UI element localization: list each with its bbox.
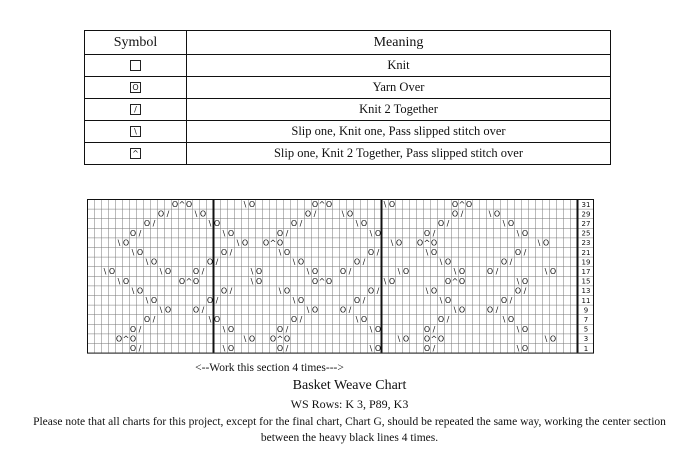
stitch-symbol: / [299, 219, 303, 229]
stitch-symbol: O [542, 238, 550, 248]
stitch-symbol: \ [103, 267, 107, 277]
stitch-symbol: O [227, 344, 235, 353]
stitch-symbol: O [486, 267, 494, 277]
stitch-symbol: \ [243, 334, 247, 344]
stitch-symbol: O [395, 238, 403, 248]
stitch-symbol: O [108, 267, 116, 277]
row-number-label: 17 [581, 268, 591, 276]
stitch-symbol: \ [453, 267, 457, 277]
row-number-label: 5 [583, 325, 589, 334]
stitch-symbol: ^ [276, 334, 284, 344]
stitch-symbol: \ [222, 324, 226, 334]
stitch-symbol: / [138, 324, 142, 334]
stitch-symbol: O [500, 296, 508, 305]
stitch-symbol: O [521, 228, 529, 238]
legend-meaning-header: Meaning [187, 31, 611, 55]
stitch-symbol: O [458, 305, 466, 315]
stitch-symbol: O [227, 324, 235, 334]
stitch-symbol: / [229, 248, 233, 257]
stitch-symbol: O [227, 228, 235, 238]
row-number-label: 21 [581, 248, 591, 257]
stitch-symbol: O [458, 276, 466, 286]
stitch-symbol: \ [341, 209, 345, 219]
stitch-symbol: O [423, 228, 431, 238]
stitch-symbol: O [248, 334, 256, 344]
row-number-label: 29 [581, 210, 591, 219]
stitch-symbol: O [192, 276, 200, 286]
stitch-symbol: O [283, 248, 291, 257]
stitch-symbol: O [451, 209, 459, 219]
stitch-symbol: ^ [318, 276, 326, 286]
stitch-symbol: O [178, 276, 186, 286]
row-number-label: 9 [583, 306, 589, 315]
stitch-symbol: O [164, 267, 172, 277]
legend-row-knit [85, 55, 611, 77]
stitch-symbol: / [362, 257, 366, 267]
stitch-symbol: \ [397, 334, 401, 344]
ws-rows-instruction: WS Rows: K 3, P89, K3 [290, 397, 409, 411]
stitch-symbol: O [311, 276, 319, 286]
row-number-label: 31 [581, 200, 591, 209]
stitch-symbol: O [437, 334, 445, 344]
stitch-symbol: \ [243, 200, 247, 209]
stitch-symbol: O [297, 257, 305, 267]
stitch-symbol: \ [159, 267, 163, 277]
stitch-symbol: \ [306, 305, 310, 315]
stitch-symbol: O [220, 248, 228, 257]
stitch-symbol: / [285, 324, 289, 334]
skp-icon: \ [130, 126, 141, 137]
stitch-symbol: \ [250, 267, 254, 277]
stitch-symbol: / [523, 286, 527, 296]
stitch-symbol: O [402, 267, 410, 277]
sk2p-icon: ^ [130, 148, 141, 159]
stitch-symbol: \ [159, 305, 163, 315]
legend-row-sk2p [85, 143, 611, 165]
stitch-symbol: \ [425, 286, 429, 296]
stitch-symbol: \ [131, 286, 135, 296]
stitch-symbol: O [192, 267, 200, 277]
stitch-symbol: \ [306, 267, 310, 277]
stitch-symbol: \ [278, 248, 282, 257]
stitch-symbol: / [432, 324, 436, 334]
stitch-symbol: O [339, 267, 347, 277]
stitch-symbol: O [276, 344, 284, 353]
stitch-symbol: / [495, 267, 499, 277]
stitch-symbol: \ [194, 209, 198, 219]
stitch-symbol: O [353, 296, 361, 305]
stitch-symbol: \ [250, 276, 254, 286]
stitch-symbol: O [374, 324, 382, 334]
stitch-symbol: O [122, 276, 130, 286]
stitch-symbol: O [136, 286, 144, 296]
stitch-symbol: \ [502, 219, 506, 229]
stitch-symbol: O [367, 286, 375, 296]
stitch-symbol: \ [369, 324, 373, 334]
stitch-symbol: / [376, 248, 380, 257]
stitch-symbol: O [416, 238, 424, 248]
stitch-symbol: O [220, 286, 228, 296]
stitch-symbol: / [152, 219, 156, 229]
legend-meaning: Knit [187, 55, 611, 77]
work-section-note: <--Work this section 4 times---> [195, 362, 344, 374]
stitch-symbol: O [115, 334, 123, 344]
stitch-symbol: / [138, 228, 142, 238]
stitch-symbol: O [437, 219, 445, 229]
stitch-symbol: O [241, 238, 249, 248]
k2tog-icon: / [130, 104, 141, 115]
stitch-symbol: O [423, 324, 431, 334]
stitch-symbol: O [297, 296, 305, 305]
stitch-symbol: / [460, 209, 464, 219]
stitch-symbol: \ [383, 276, 387, 286]
stitch-symbol: \ [397, 267, 401, 277]
stitch-symbol: / [432, 344, 436, 353]
stitch-symbol: O [423, 344, 431, 353]
stitch-symbol: O [206, 296, 214, 305]
stitch-symbol: O [283, 334, 291, 344]
stitch-symbol: \ [208, 315, 212, 325]
symbol-legend-table [84, 30, 611, 165]
stitch-symbol: O [206, 257, 214, 267]
stitch-symbol: / [348, 267, 352, 277]
stitch-symbol: O [444, 257, 452, 267]
stitch-symbol: O [185, 200, 193, 209]
stitch-symbol: O [290, 219, 298, 229]
stitch-symbol: \ [488, 209, 492, 219]
stitch-symbol: O [269, 334, 277, 344]
stitch-symbol: ^ [430, 334, 438, 344]
row-number-label: 3 [583, 335, 589, 344]
stitch-symbol: O [521, 324, 529, 334]
stitch-symbol: \ [355, 315, 359, 325]
stitch-symbol: \ [131, 248, 135, 257]
stitch-symbol: / [166, 209, 170, 219]
stitch-symbol: O [129, 324, 137, 334]
stitch-symbol: O [136, 248, 144, 257]
stitch-symbol: O [171, 200, 179, 209]
stitch-symbol: \ [369, 228, 373, 238]
stitch-symbol: O [346, 209, 354, 219]
stitch-symbol: O [423, 334, 431, 344]
stitch-symbol: \ [383, 200, 387, 209]
stitch-symbol: O [507, 315, 515, 325]
stitch-symbol: O [283, 286, 291, 296]
stitch-symbol: / [299, 315, 303, 325]
stitch-symbol: \ [369, 344, 373, 353]
stitch-symbol: O [486, 305, 494, 315]
legend-symbol-header: Symbol [85, 31, 187, 55]
legend-meaning: Yarn Over [187, 77, 611, 99]
stitch-symbol: O [353, 257, 361, 267]
stitch-symbol: \ [439, 257, 443, 267]
stitch-symbol: ^ [318, 200, 326, 209]
stitch-symbol: O [444, 296, 452, 305]
stitch-symbol: O [157, 209, 165, 219]
stitch-symbol: O [325, 276, 333, 286]
stitch-symbol: O [129, 334, 137, 344]
row-number-label: 7 [583, 316, 589, 324]
chart-title: Basket Weave Chart [292, 378, 407, 393]
stitch-symbol: O [521, 344, 529, 353]
stitch-symbol: \ [145, 257, 149, 267]
stitch-symbol: ^ [185, 276, 193, 286]
stitch-symbol: O [192, 305, 200, 315]
stitch-symbol: O [451, 200, 459, 209]
stitch-symbol: / [432, 228, 436, 238]
stitch-symbol: O [164, 305, 172, 315]
row-number-label: 25 [581, 229, 591, 238]
stitch-symbol: O [122, 238, 130, 248]
stitch-symbol: \ [544, 334, 548, 344]
stitch-symbol: \ [278, 286, 282, 296]
stitch-symbol: ^ [423, 238, 431, 248]
stitch-symbol: O [325, 200, 333, 209]
basket-weave-chart [87, 199, 607, 355]
stitch-symbol: \ [117, 238, 121, 248]
stitch-symbol: O [465, 200, 473, 209]
empty-square-icon [130, 60, 141, 71]
stitch-symbol: O [311, 200, 319, 209]
stitch-symbol: / [152, 315, 156, 325]
stitch-symbol: O [507, 219, 515, 229]
row-number-label: 15 [581, 277, 591, 286]
stitch-symbol: O [262, 238, 270, 248]
stitch-symbol: \ [292, 257, 296, 267]
stitch-symbol: \ [516, 324, 520, 334]
stitch-symbol: O [129, 228, 137, 238]
stitch-symbol: \ [425, 248, 429, 257]
stitch-symbol: \ [502, 315, 506, 325]
row-number-label: 19 [581, 258, 591, 267]
stitch-symbol: / [215, 296, 219, 305]
stitch-symbol: O [360, 219, 368, 229]
stitch-symbol: O [143, 315, 151, 325]
stitch-symbol: / [229, 286, 233, 296]
row-number-label: 23 [581, 239, 591, 248]
stitch-symbol: O [199, 209, 207, 219]
stitch-symbol: / [446, 315, 450, 325]
legend-row-yarn-over [85, 77, 611, 99]
stitch-symbol: O [255, 267, 263, 277]
stitch-symbol: O [304, 209, 312, 219]
stitch-symbol: O [276, 228, 284, 238]
stitch-symbol: \ [355, 219, 359, 229]
stitch-symbol: \ [208, 219, 212, 229]
stitch-symbol: / [138, 344, 142, 353]
legend-meaning: Slip one, Knit one, Pass slipped stitch over [187, 121, 611, 143]
stitch-symbol: O [430, 248, 438, 257]
stitch-symbol: O [339, 305, 347, 315]
stitch-symbol: O [374, 344, 382, 353]
stitch-symbol: O [500, 257, 508, 267]
stitch-symbol: \ [453, 305, 457, 315]
stitch-symbol: / [446, 219, 450, 229]
stitch-symbol: O [129, 344, 137, 353]
stitch-symbol: O [143, 219, 151, 229]
repeat-note: Please note that all charts for this project, except for the final chart, Chart G, should be repeated the same way, working the center section between the heavy black lines 4 times. [33, 416, 666, 444]
stitch-symbol: O [430, 286, 438, 296]
stitch-symbol: / [215, 257, 219, 267]
stitch-symbol: ^ [451, 276, 459, 286]
stitch-symbol: / [313, 209, 317, 219]
stitch-symbol: O [213, 219, 221, 229]
stitch-symbol: / [285, 344, 289, 353]
stitch-symbol: O [402, 334, 410, 344]
row-number-label: 27 [581, 220, 591, 228]
legend-row-k2tog [85, 99, 611, 121]
row-number-label: 1 [583, 344, 589, 353]
stitch-symbol: O [311, 305, 319, 315]
stitch-symbol: O [248, 200, 256, 209]
stitch-symbol: / [376, 286, 380, 296]
stitch-symbol: \ [236, 238, 240, 248]
stitch-symbol: O [493, 209, 501, 219]
stitch-symbol: \ [516, 344, 520, 353]
stitch-symbol: \ [222, 228, 226, 238]
stitch-symbol: \ [439, 296, 443, 305]
stitch-symbol: O [150, 257, 158, 267]
legend-row-skp [85, 121, 611, 143]
stitch-symbol: ^ [458, 200, 466, 209]
stitch-symbol: \ [537, 238, 541, 248]
stitch-symbol: O [388, 276, 396, 286]
stitch-symbol: O [276, 238, 284, 248]
stitch-symbol: / [285, 228, 289, 238]
stitch-symbol: / [509, 257, 513, 267]
stitch-symbol: \ [516, 276, 520, 286]
stitch-symbol: O [360, 315, 368, 325]
stitch-symbol: \ [117, 276, 121, 286]
stitch-symbol: / [348, 305, 352, 315]
stitch-symbol: O [255, 276, 263, 286]
yarn-over-icon: O [130, 82, 141, 93]
stitch-symbol: / [362, 296, 366, 305]
stitch-symbol: O [150, 296, 158, 305]
stitch-symbol: \ [145, 296, 149, 305]
stitch-symbol: \ [292, 296, 296, 305]
stitch-symbol: / [201, 305, 205, 315]
stitch-symbol: O [388, 200, 396, 209]
stitch-symbol: O [437, 315, 445, 325]
stitch-symbol: O [549, 334, 557, 344]
legend-meaning: Slip one, Knit 2 Together, Pass slipped stitch over [187, 143, 611, 165]
row-number-label: 13 [581, 287, 591, 296]
stitch-symbol: / [523, 248, 527, 257]
stitch-symbol: O [367, 248, 375, 257]
stitch-symbol: O [549, 267, 557, 277]
stitch-symbol: O [430, 238, 438, 248]
legend-meaning: Knit 2 Together [187, 99, 611, 121]
stitch-symbol: O [276, 324, 284, 334]
stitch-symbol: O [514, 248, 522, 257]
stitch-symbol: \ [222, 344, 226, 353]
stitch-symbol: O [290, 315, 298, 325]
stitch-symbol: ^ [269, 238, 277, 248]
stitch-symbol: \ [516, 228, 520, 238]
stitch-symbol: O [458, 267, 466, 277]
stitch-symbol: / [201, 267, 205, 277]
stitch-symbol: O [374, 228, 382, 238]
stitch-symbol: \ [390, 238, 394, 248]
stitch-symbol: O [213, 315, 221, 325]
stitch-symbol: O [514, 286, 522, 296]
stitch-symbol: O [444, 276, 452, 286]
stitch-symbol: / [495, 305, 499, 315]
stitch-symbol: \ [544, 267, 548, 277]
stitch-symbol: O [311, 267, 319, 277]
stitch-symbol: ^ [178, 200, 186, 209]
legend-header-row [85, 31, 611, 55]
stitch-symbol: / [509, 296, 513, 305]
stitch-symbol: O [521, 276, 529, 286]
stitch-symbol: ^ [122, 334, 130, 344]
row-number-label: 11 [581, 296, 591, 305]
